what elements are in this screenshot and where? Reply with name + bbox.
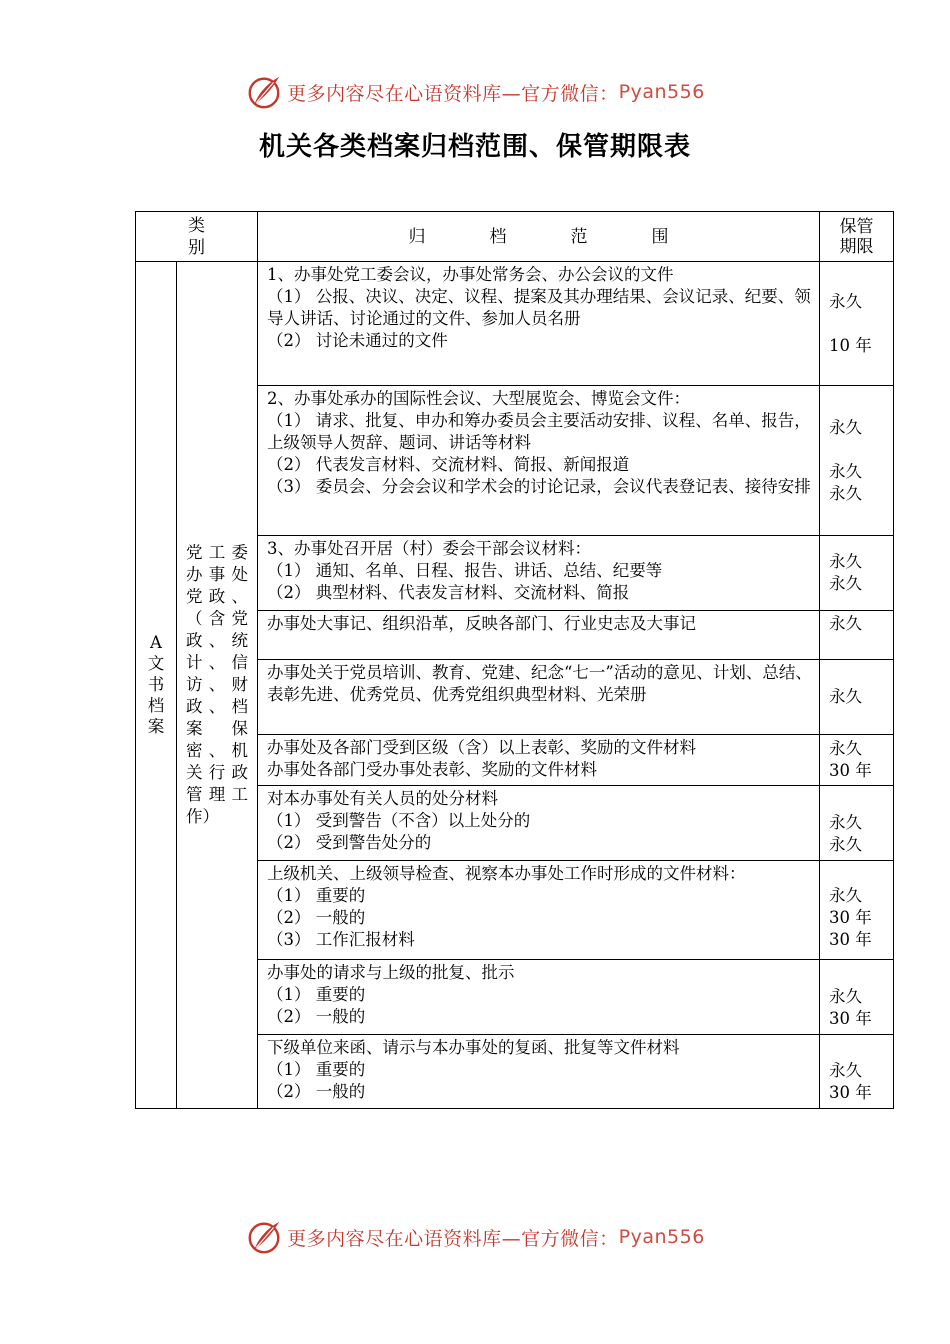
period-cell: 永久 30 年	[820, 735, 894, 786]
banner-top	[0, 72, 950, 112]
quill-logo-icon	[245, 1218, 283, 1256]
header-scope: 归 档 范 围	[258, 212, 820, 262]
banner-wechat-id: Pyan556	[618, 81, 705, 103]
period-cell: 永久	[820, 611, 894, 660]
banner-wechat-id: Pyan556	[618, 1226, 705, 1248]
period-cell: 永久 永久	[820, 536, 894, 611]
scope-cell: 办事处大事记、组织沿革，反映各部门、行业史志及大事记	[258, 611, 820, 660]
period-cell: 永久 永久 永久	[820, 386, 894, 536]
header-category: 类别	[136, 212, 258, 262]
banner-bottom	[0, 1217, 950, 1257]
subcategory-cell	[177, 262, 258, 1109]
quill-logo-icon	[245, 73, 283, 111]
banner-text: 更多内容尽在心语资料库—官方微信：	[287, 1227, 619, 1250]
scope-cell: 上级机关、上级领导检查、视察本办事处工作时形成的文件材料： （1） 重要的 （2） 一般的 （3） 工作汇报材料	[258, 861, 820, 960]
category-a-label: A文书档案	[147, 633, 165, 736]
period-cell: 永久 30 年	[820, 960, 894, 1035]
period-cell: 永久 30 年	[820, 1035, 894, 1109]
subcategory-label: 党工委办事处党政、（含党政、统计、信访、财政、档案保密、机关行政管理工作）	[186, 543, 248, 826]
period-cell: 永久 30 年 30 年	[820, 861, 894, 960]
header-row	[136, 212, 894, 262]
period-cell: 永久	[820, 660, 894, 735]
scope-cell: 办事处关于党员培训、教育、党建、纪念“七一”活动的意见、计划、总结、表彰先进、优秀党员、优秀党组织典型材料、光荣册	[258, 660, 820, 735]
scope-cell: 办事处的请求与上级的批复、批示 （1） 重要的 （2） 一般的	[258, 960, 820, 1035]
document-title: 机关各类档案归档范围、保管期限表	[258, 132, 691, 162]
scope-cell: 对本办事处有关人员的处分材料 （1） 受到警告（不含）以上处分的 （2） 受到警告处分的	[258, 786, 820, 861]
banner-text: 更多内容尽在心语资料库—官方微信：	[287, 82, 619, 105]
scope-cell: 1、办事处党工委会议，办事处常务会、办公会议的文件 （1） 公报、决议、决定、议程、提案及其办理结果、会议记录、纪要、领导人讲话、讨论通过的文件、参加人员名册 （2） 讨论未通过的文件	[258, 262, 820, 386]
table-row	[136, 262, 894, 386]
scope-cell: 下级单位来函、请示与本办事处的复函、批复等文件材料 （1） 重要的 （2） 一般的	[258, 1035, 820, 1109]
period-cell: 永久 永久	[820, 786, 894, 861]
scope-cell: 3、办事处召开居（村）委会干部会议材料： （1） 通知、名单、日程、报告、讲话、总结、纪要等 （2） 典型材料、代表发言材料、交流材料、简报	[258, 536, 820, 611]
archive-table	[135, 211, 894, 1109]
period-cell: 永久 10 年	[820, 262, 894, 386]
category-a-cell	[136, 262, 177, 1109]
scope-cell: 2、办事处承办的国际性会议、大型展览会、博览会文件： （1） 请求、批复、申办和筹办委员会主要活动安排、议程、名单、报告，上级领导人贺辞、题词、讲话等材料 （2） 代表发言材料、交流材料、简报、新闻报道 （3） 委员会、分会会议和学术会的讨论记录，会议代表登记表、接待安排	[258, 386, 820, 536]
scope-cell: 办事处及各部门受到区级（含）以上表彰、奖励的文件材料 办事处各部门受办事处表彰、奖励的文件材料	[258, 735, 820, 786]
header-period: 保管期限	[820, 212, 894, 262]
